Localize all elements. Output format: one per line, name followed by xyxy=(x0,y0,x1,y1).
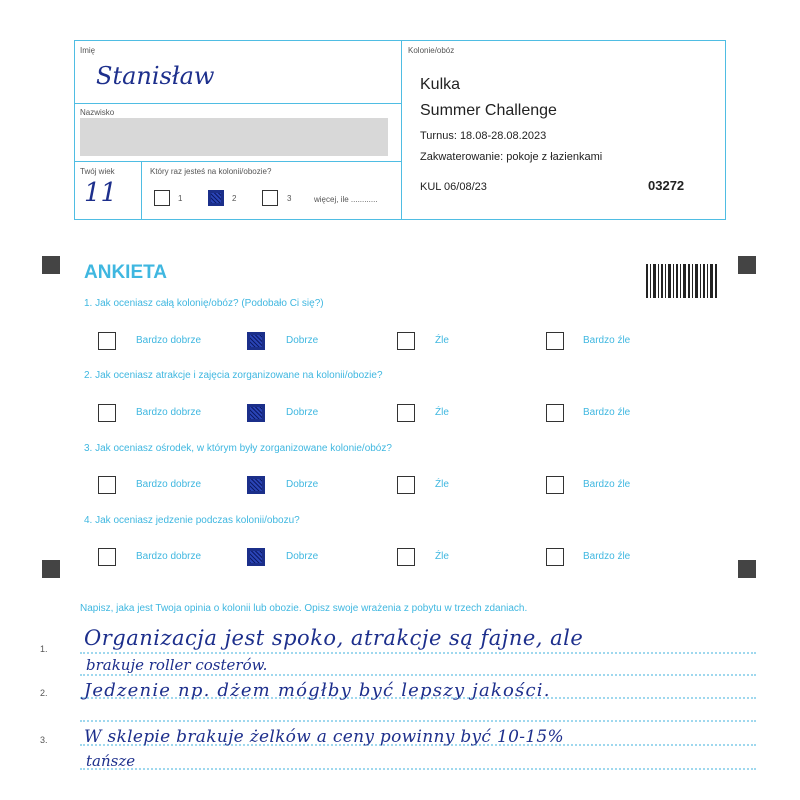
q1-bardzo-dobrze-label: Bardzo dobrze xyxy=(136,335,202,346)
q3-bardzo-zle-label: Bardzo źle xyxy=(583,479,631,490)
q1-zle-label: Źle xyxy=(435,335,449,346)
line-number-1: 1. xyxy=(40,644,48,654)
ktory-raz-checkbox-3[interactable] xyxy=(262,190,278,206)
header-cell-divider xyxy=(141,161,142,219)
registration-mark xyxy=(738,256,756,274)
handwritten-line-2[interactable]: Jedzenie np. dżem mógłby być lepszy jakości. xyxy=(84,680,551,701)
q1-dobrze-label: Dobrze xyxy=(286,335,319,346)
ktory-raz-checkbox-2[interactable] xyxy=(208,190,224,206)
kolonie-label: Kolonie/obóz xyxy=(408,46,455,55)
q1-zle-checkbox[interactable] xyxy=(397,332,415,350)
wiek-value: 11 xyxy=(84,178,118,208)
registration-mark xyxy=(738,560,756,578)
q4-dobrze-checkbox[interactable] xyxy=(247,548,265,566)
ktory-raz-label: Który raz jesteś na kolonii/obozie? xyxy=(150,167,272,176)
ktory-raz-option-3: 3 xyxy=(287,194,292,203)
writing-line xyxy=(80,674,756,676)
wiek-label: Twój wiek xyxy=(80,167,115,176)
question-4: 4. Jak oceniasz jedzenie podczas kolonii/obozu? xyxy=(84,515,300,526)
question-3: 3. Jak oceniasz ośrodek, w którym były zorganizowane kolonie/obóz? xyxy=(84,443,392,454)
q3-bardzo-dobrze-label: Bardzo dobrze xyxy=(136,479,202,490)
ktory-raz-checkbox-1[interactable] xyxy=(154,190,170,206)
question-1: 1. Jak oceniasz całą kolonię/obóz? (Podobało Ci się?) xyxy=(84,298,324,309)
q4-bardzo-zle-checkbox[interactable] xyxy=(546,548,564,566)
q2-bardzo-dobrze-label: Bardzo dobrze xyxy=(136,407,202,418)
writing-line xyxy=(80,720,756,722)
question-2: 2. Jak oceniasz atrakcje i zajęcia zorganizowane na kolonii/obozie? xyxy=(84,370,383,381)
header-row-divider xyxy=(75,161,401,162)
camp-code: KUL 06/08/23 xyxy=(420,181,487,193)
nazwisko-redacted xyxy=(80,118,388,156)
q3-dobrze-checkbox[interactable] xyxy=(247,476,265,494)
camp-name-line1: Kulka xyxy=(420,76,461,93)
q3-bardzo-zle-checkbox[interactable] xyxy=(546,476,564,494)
q4-bardzo-dobrze-label: Bardzo dobrze xyxy=(136,551,202,562)
opinion-prompt: Napisz, jaka jest Twoja opinia o kolonii lub obozie. Opisz swoje wrażenia z pobytu w trzech zdaniach. xyxy=(80,603,528,614)
q1-bardzo-zle-label: Bardzo źle xyxy=(583,335,631,346)
zakwaterowanie-text: Zakwaterowanie: pokoje z łazienkami xyxy=(420,151,603,163)
form-number: 03272 xyxy=(648,178,685,193)
q2-zle-checkbox[interactable] xyxy=(397,404,415,422)
q3-dobrze-label: Dobrze xyxy=(286,479,319,490)
q4-zle-label: Źle xyxy=(435,551,449,562)
q2-zle-label: Źle xyxy=(435,407,449,418)
wiecej-label: więcej, ile ............ xyxy=(314,195,378,204)
nazwisko-label: Nazwisko xyxy=(80,108,115,117)
handwritten-line-3[interactable]: W sklepie brakuje żelków a ceny powinny być 10-15% xyxy=(84,727,564,747)
q2-bardzo-dobrze-checkbox[interactable] xyxy=(98,404,116,422)
survey-title: ANKIETA xyxy=(84,262,168,283)
q1-dobrze-checkbox[interactable] xyxy=(247,332,265,350)
q4-dobrze-label: Dobrze xyxy=(286,551,319,562)
q4-zle-checkbox[interactable] xyxy=(397,548,415,566)
ktory-raz-option-2: 2 xyxy=(232,194,237,203)
writing-line xyxy=(80,652,756,654)
registration-mark xyxy=(42,560,60,578)
ktory-raz-option-1: 1 xyxy=(178,194,183,203)
header-divider xyxy=(401,41,402,219)
q4-bardzo-dobrze-checkbox[interactable] xyxy=(98,548,116,566)
turnus-text: Turnus: 18.08-28.08.2023 xyxy=(420,130,547,142)
q2-dobrze-label: Dobrze xyxy=(286,407,319,418)
handwritten-line-3b[interactable]: tańsze xyxy=(86,752,136,770)
header-row-divider xyxy=(75,103,401,104)
line-number-3: 3. xyxy=(40,735,48,745)
registration-mark xyxy=(42,256,60,274)
barcode-icon xyxy=(646,264,718,298)
q3-zle-checkbox[interactable] xyxy=(397,476,415,494)
imie-value: Stanisław xyxy=(96,62,215,90)
q1-bardzo-zle-checkbox[interactable] xyxy=(546,332,564,350)
camp-name-line2: Summer Challenge xyxy=(420,102,557,119)
q3-bardzo-dobrze-checkbox[interactable] xyxy=(98,476,116,494)
q2-dobrze-checkbox[interactable] xyxy=(247,404,265,422)
writing-line xyxy=(80,768,756,770)
imie-label: Imię xyxy=(80,46,96,55)
line-number-2: 2. xyxy=(40,688,48,698)
q2-bardzo-zle-label: Bardzo źle xyxy=(583,407,631,418)
handwritten-line-1[interactable]: Organizacja jest spoko, atrakcje są fajne, ale xyxy=(84,626,584,650)
q1-bardzo-dobrze-checkbox[interactable] xyxy=(98,332,116,350)
q3-zle-label: Źle xyxy=(435,479,449,490)
q2-bardzo-zle-checkbox[interactable] xyxy=(546,404,564,422)
q4-bardzo-zle-label: Bardzo źle xyxy=(583,551,631,562)
handwritten-line-1b[interactable]: brakuje roller costerów. xyxy=(86,656,268,674)
